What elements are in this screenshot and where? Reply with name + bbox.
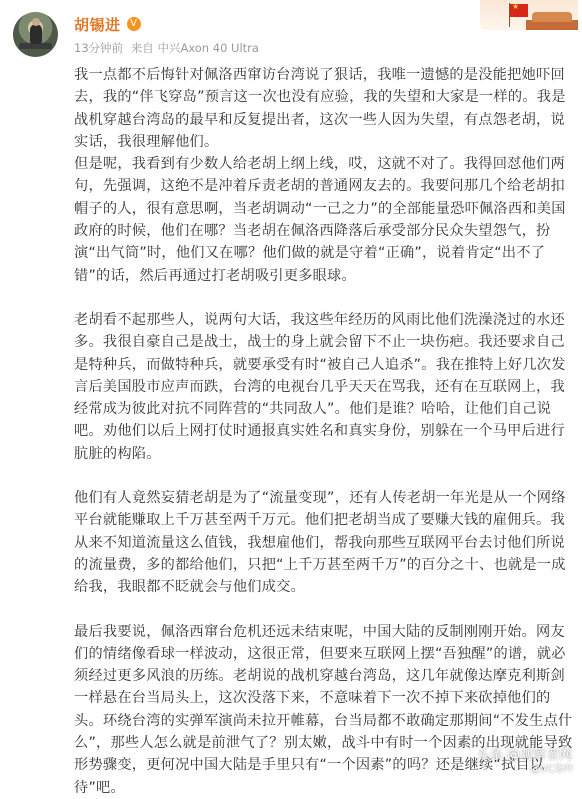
verified-badge-icon: V: [127, 17, 141, 31]
post-meta: [74, 40, 263, 56]
paragraph-gap: [74, 599, 574, 621]
username-link[interactable]: 胡锡进: [74, 15, 121, 34]
arch-graphic: [532, 12, 572, 22]
post-body: [74, 64, 574, 799]
post-paragraph: 但是呢，我看到有少数人给老胡上纲上线，哎，这就不对了。我得回怼他们两句，先强调，这绝不是冲着斥责老胡的普通网友去的。我要问那几个给老胡扣帽子的人，很有意思啊，当老胡调动“一己之力”的全部能量恐吓佩洛西和美国政府的时候，他们在哪？当老胡在佩洛西降落后承受部分民众失望怨气，扮演“出气筒”时，他们又在哪？他们做的就是守着“正确”，说着肯定“出不了错”的话，然后再通过打老胡吸引更多眼球。: [74, 156, 566, 284]
post-paragraph: 老胡看不起那些人，说两句大话，我这些年经历的风雨比他们洗澡浇过的水还多。我很自豪自己是战士，战士的身上就会留下不止一块伤疤。我还要求自己是特种兵，而做特种兵，就要承受有时“被自己人追杀”。我在推特上好几次发言后美国股市应声而跌，台湾的电视台几乎天天在骂我，还有在互联网上，我经常成为彼此对抗不同阵营的“共同敌人”。他们是谁？哈哈，让他们自己说吧。劝他们以后上网打仗时通报真实姓名和真实身份，别躲在一个马甲后进行肮脏的构陷。: [74, 311, 566, 462]
post-paragraph: 我一点都不后悔针对佩洛西窜访台湾说了狠话，我唯一遗憾的是没能把她吓回去，我的“伴飞穿岛”预言这一次也没有应验，我的失望和大家是一样的。我是战机穿越台湾岛的最早和反复提出者，这次一些人因为失望，有点怨老胡，说实话，我很理解他们。: [74, 67, 566, 150]
post-header: [0, 0, 582, 60]
flag-icon: [510, 4, 528, 17]
post-paragraph: 最后我要说，佩洛西窜台危机还远未结束呢，中国大陆的反制刚刚开始。网友们的情绪像看球一样波动，这很正常，但要来互联网上摆“吾独醒”的谱，就必须经过更多风浪的历练。老胡说的战机穿越台湾岛，这几年就像达摩克利斯剑一样悬在台当局头上，这次没落下来，不意味着下一次不掉下来砍掉他们的头。环绕台湾的实弹军演尚未拉开帷幕，台当局都不敢确定那期间“不发生点什么”，那些人怎么就是前泄气了？别太嫩，战斗中有时一个因素的出现就能导致形势骤变，更何况中国大陆是手里只有“一个因素”的吗？还是继续“拭目以待”吧。: [74, 623, 573, 796]
username-row: [74, 13, 141, 35]
avatar-head: [32, 18, 40, 26]
post-paragraph: 他们有人竟然妄猜老胡是为了“流量变现”，还有人传老胡一年光是从一个网络平台就能赚取上千万甚至两千万元。他们把老胡当成了要赚大钱的雇佣兵。我从来不知道流量这么值钱，我想雇他们，帮我向那些互联网平台去讨他们所说的流量费，多的都给他们，只把“上千万甚至两千万”的百分之十、也就是一成给我，我眼都不眨就会与他们成交。: [74, 490, 566, 596]
watermark: 头条 @观察者网: [476, 748, 572, 763]
paragraph-gap: [74, 465, 574, 487]
avatar[interactable]: [13, 12, 58, 57]
decorative-banner-icon: [480, 0, 578, 30]
post-source: 来自 中兴Axon 40 Ultra: [130, 41, 259, 55]
post-time[interactable]: 13分钟前: [74, 41, 124, 55]
paragraph-gap: [74, 287, 574, 309]
avatar-person: [30, 24, 42, 44]
watermark-sub: @VC朱叶: [530, 764, 574, 775]
